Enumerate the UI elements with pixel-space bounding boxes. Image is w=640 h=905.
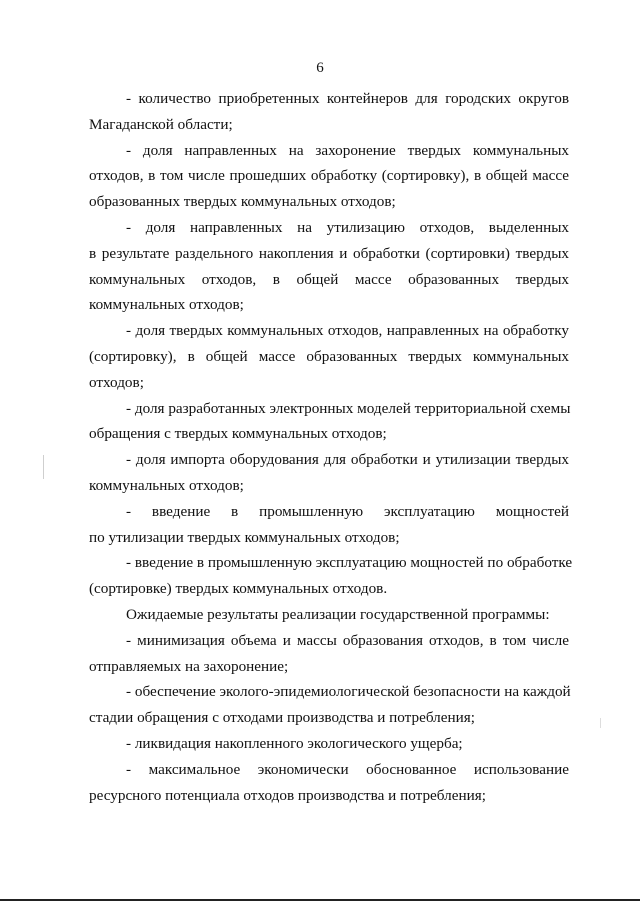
text-line: - доля импорта оборудования для обработки и утилизации твердых	[126, 451, 569, 469]
paragraph	[89, 731, 569, 757]
text-line: отходов;	[89, 373, 144, 391]
text-line: по утилизации твердых коммунальных отходов;	[89, 528, 400, 546]
paragraph	[89, 318, 569, 395]
text-line: - введение в промышленную эксплуатацию мощностей по обработке	[126, 554, 573, 572]
bottom-rule	[0, 899, 640, 901]
text-line: (сортировку), в общей массе образованных твердых коммунальных	[89, 347, 569, 365]
text-line: - введение в промышленную эксплуатацию мощностей	[126, 502, 569, 520]
paragraph	[89, 447, 569, 499]
text-line: - минимизация объема и массы образования отходов, в том числе	[126, 631, 569, 649]
text-line: ресурсного потенциала отходов производства и потребления;	[89, 786, 486, 804]
text-line: стадии обращения с отходами производства и потребления;	[89, 709, 475, 727]
paragraph	[89, 215, 569, 318]
paragraph	[89, 86, 569, 138]
text-line: в результате раздельного накопления и обработки (сортировки) твердых	[89, 244, 569, 262]
paragraph	[89, 396, 569, 448]
text-line: - доля твердых коммунальных отходов, направленных на обработку	[126, 322, 569, 340]
text-line: коммунальных отходов;	[89, 476, 244, 494]
text-line: - доля направленных на захоронение твердых коммунальных	[126, 141, 569, 159]
text-line: Магаданской области;	[89, 115, 233, 133]
text-line: коммунальных отходов;	[89, 296, 244, 314]
scan-artifact	[43, 455, 44, 479]
text-line: (сортировке) твердых коммунальных отходов.	[89, 580, 388, 598]
paragraph	[89, 628, 569, 680]
paragraph	[89, 679, 569, 731]
paragraph	[89, 138, 569, 215]
text-line: - максимальное экономически обоснованное использование	[126, 760, 569, 778]
text-line: - ликвидация накопленного экологического ущерба;	[126, 734, 463, 752]
text-line: - обеспечение эколого-эпидемиологической безопасности на каждой	[126, 683, 571, 701]
document-body	[89, 86, 573, 808]
text-line: - доля направленных на утилизацию отходов, выделенных	[126, 218, 569, 236]
scan-artifact	[600, 718, 601, 728]
text-line: обращения с твердых коммунальных отходов;	[89, 425, 387, 443]
paragraph	[89, 602, 569, 628]
text-line: коммунальных отходов, в общей массе образованных твердых	[89, 270, 569, 288]
paragraph	[89, 550, 573, 602]
paragraph	[89, 499, 569, 551]
page-number: 6	[316, 60, 324, 76]
text-line: отправляемых на захоронение;	[89, 657, 289, 675]
text-line: Ожидаемые результаты реализации государственной программы:	[126, 605, 550, 623]
paragraph	[89, 757, 569, 809]
text-line: - доля разработанных электронных моделей территориальной схемы	[126, 399, 571, 417]
text-line: отходов, в том числе прошедших обработку (сортировку), в общей массе	[89, 167, 569, 185]
text-line: образованных твердых коммунальных отходов;	[89, 193, 396, 211]
text-line: - количество приобретенных контейнеров для городских округов	[126, 90, 569, 107]
